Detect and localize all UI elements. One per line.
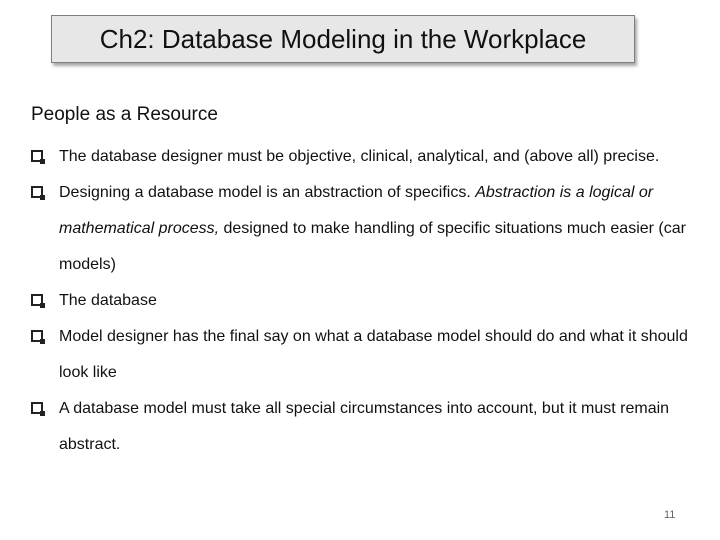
bullet-item-final-say [31,319,691,391]
bullet-item-special-circumstances [31,391,691,463]
bullet-text: A database model must take all special circumstances into account, but it must remain abstract. [59,400,670,453]
checkbox-bullet-icon [31,330,43,342]
bullet-item-database [31,283,691,319]
slide-title: Ch2: Database Modeling in the Workplace [99,24,587,54]
bullet-text: The database designer must be objective, clinical, analytical, and (above all) precise. [59,148,660,165]
checkbox-bullet-icon [31,294,43,306]
bullet-list [31,139,691,463]
bullet-text: The database [59,292,157,309]
title-box [51,15,635,63]
bullet-text-after-italic: designed to make handling of specific situations much easier (car models) [59,220,686,273]
bullet-text-before-italic: Designing a database model is an abstraction of specifics. [59,184,476,201]
bullet-text: Model designer has the final say on what a database model should do and what it should look like [59,328,688,381]
checkbox-bullet-icon [31,186,43,198]
page-number: 11 [664,509,676,521]
checkbox-bullet-icon [31,402,43,414]
bullet-text-italic: Abstraction is a logical or mathematical process, [59,184,654,237]
checkbox-bullet-icon [31,150,43,162]
section-heading: People as a Resource [31,104,218,125]
bullet-item-abstraction [31,175,691,283]
bullet-item-objective [31,139,691,175]
